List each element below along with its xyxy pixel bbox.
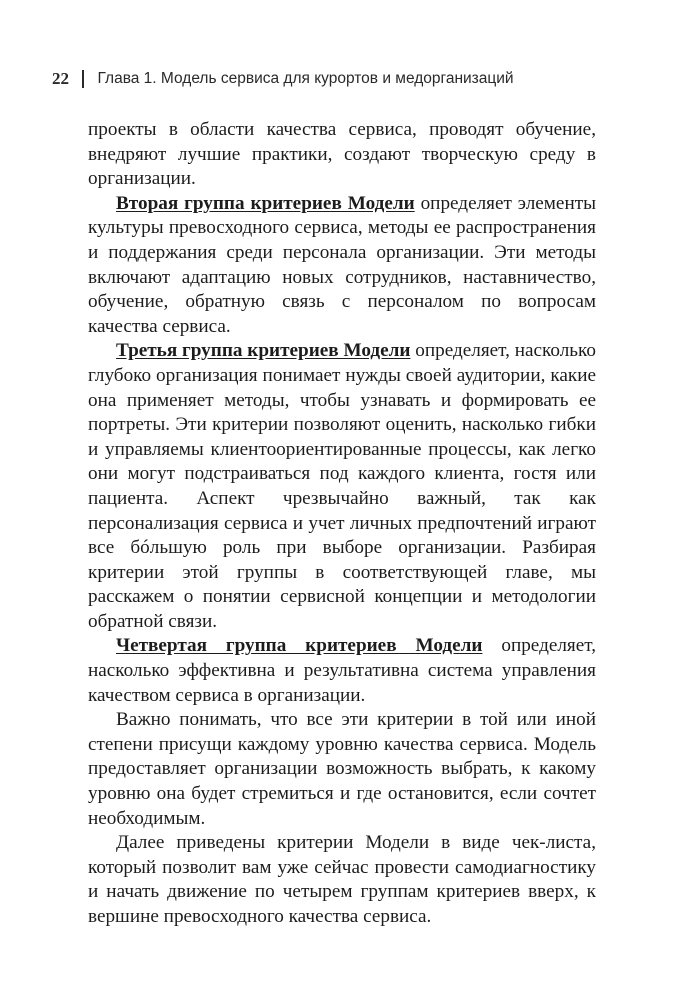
paragraph-group-4 — [88, 634, 596, 708]
paragraph-important — [88, 708, 596, 831]
paragraph-lead: Третья группа критериев Модели — [116, 340, 411, 362]
paragraph-group-3 — [88, 339, 596, 634]
paragraph-text: Далее приведены критерии Модели в виде чек-листа, который позволит вам уже сейчас провести самодиагностику и начать движение по четырем группам критериев вверх, к вершине превосходного качества сервиса. — [88, 832, 596, 927]
paragraph-text: определяет, насколько эффективна и результативна система управления качеством сервиса в организации. — [88, 635, 596, 706]
paragraph-text: проекты в области качества сервиса, проводят обучение, внедряют лучшие практики, создают творческую среду в организации. — [88, 119, 596, 190]
header-divider — [82, 70, 84, 88]
page-number: 22 — [52, 69, 69, 88]
paragraph-continuation — [88, 118, 596, 192]
paragraph-group-2 — [88, 192, 596, 340]
paragraph-checklist-intro — [88, 831, 596, 929]
paragraph-text: Важно понимать, что все эти критерии в той или иной степени присущи каждому уровню качества сервиса. Модель предоставляет организации возможность выбрать, к какому уровню она будет стремиться и где остановится, если сочтет необходимым. — [88, 709, 596, 829]
paragraph-lead: Вторая группа критериев Модели — [116, 192, 415, 214]
chapter-title: Глава 1. Модель сервиса для курортов и медорганизаций — [97, 70, 514, 87]
running-header — [52, 66, 643, 92]
paragraph-lead: Четвертая группа критериев Модели — [116, 635, 483, 657]
paragraph-text: определяет, насколько глубоко организация понимает нужды своей аудитории, какие она применяет методы, чтобы узнавать и формировать ее портреты. Эти критерии позволяют оценить, насколько гибки и управляемы клиентоориентированные процессы, как легко они могут подстраиваться под каждого клиента, гостя или пациента. Аспект чрезвычайно важный, так как персонализация сервиса и учет личных предпочтений играют все бóльшую роль при выборе организации. Разбирая критерии этой группы в соответствующей главе, мы расскажем о понятии сервисной концепции и методологии обратной связи. — [88, 340, 596, 632]
body-text — [88, 118, 596, 930]
paragraph-text: определяет элементы культуры превосходного сервиса, методы ее распространения и поддержания среди персонала организации. Эти методы включают адаптацию новых сотрудников, наставничество, обучение, обратную связь с персоналом по вопросам качества сервиса. — [88, 192, 596, 337]
